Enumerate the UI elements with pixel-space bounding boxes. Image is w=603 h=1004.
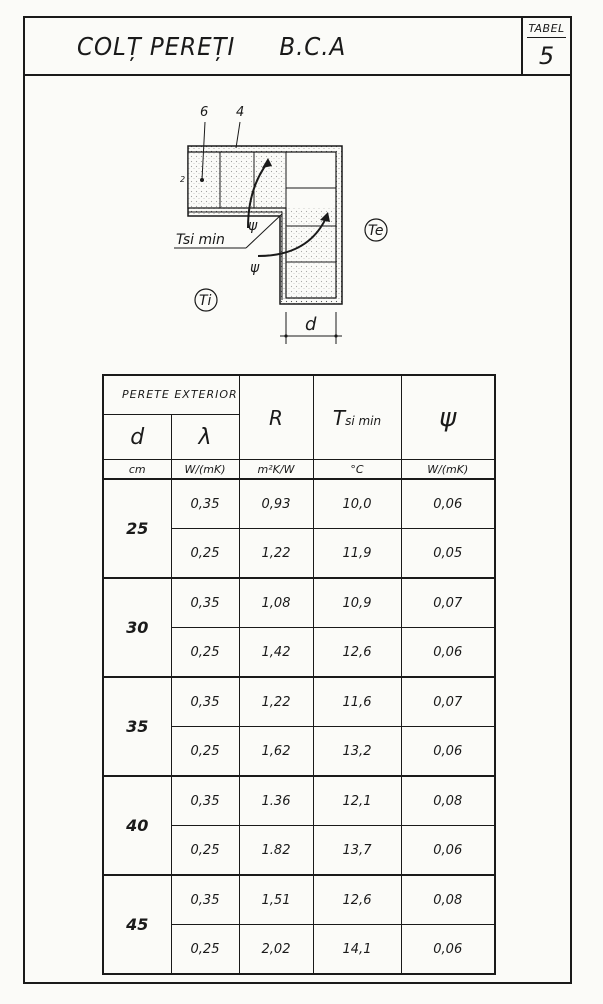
cell-tsi: 10,0 (313, 479, 401, 529)
cell-tsi: 12,6 (313, 875, 401, 925)
cell-r: 1,42 (239, 628, 313, 678)
cell-r: 1.36 (239, 776, 313, 826)
psi-label-2: ψ (250, 260, 260, 276)
header-d: d (103, 415, 171, 460)
label-2: 2 (180, 175, 186, 184)
header-tsi-sub: si min (345, 413, 382, 428)
title-part-2: B.C.A (279, 32, 347, 61)
label-6: 6 (200, 105, 209, 120)
cell-tsi: 12,1 (313, 776, 401, 826)
title-part-1: COLȚ PEREȚI (77, 32, 236, 61)
cell-psi: 0,06 (401, 727, 495, 777)
cell-psi: 0,08 (401, 875, 495, 925)
header-psi: ψ (401, 375, 495, 460)
table-row (103, 677, 495, 727)
cell-psi: 0,06 (401, 628, 495, 678)
cell-lambda: 0,35 (171, 578, 239, 628)
unit-d: cm (103, 460, 171, 480)
d-dimension-label: d (305, 314, 317, 335)
cell-r: 0,93 (239, 479, 313, 529)
cell-tsi: 11,6 (313, 677, 401, 727)
cell-tsi: 12,6 (313, 628, 401, 678)
label-4: 4 (236, 105, 245, 120)
thermal-data-table (102, 374, 496, 975)
header-tsi-t: T (332, 405, 346, 430)
cell-d: 25 (103, 479, 171, 578)
cell-d: 30 (103, 578, 171, 677)
cell-d: 45 (103, 875, 171, 974)
cell-psi: 0,06 (401, 479, 495, 529)
cell-psi: 0,06 (401, 925, 495, 975)
table-row (103, 479, 495, 529)
te-label: Te (368, 223, 384, 239)
unit-r: m²K/W (239, 460, 313, 480)
cell-lambda: 0,35 (171, 479, 239, 529)
cell-r: 1,62 (239, 727, 313, 777)
unit-lambda: W/(mK) (171, 460, 239, 480)
cell-r: 1,22 (239, 677, 313, 727)
tsi-min-label: Tsi min (176, 232, 225, 248)
header-r: R (239, 375, 313, 460)
cell-r: 1.82 (239, 826, 313, 876)
cell-r: 1,08 (239, 578, 313, 628)
cell-lambda: 0,25 (171, 628, 239, 678)
table-row (103, 875, 495, 925)
cell-tsi: 13,2 (313, 727, 401, 777)
cell-r: 1,51 (239, 875, 313, 925)
table-row (103, 776, 495, 826)
cell-psi: 0,06 (401, 826, 495, 876)
cell-tsi: 11,9 (313, 529, 401, 579)
cell-lambda: 0,35 (171, 776, 239, 826)
cell-r: 1,22 (239, 529, 313, 579)
unit-tsi: °C (313, 460, 401, 480)
header-perete-exterior: PERETE EXTERIOR (103, 375, 239, 415)
header-lambda: λ (171, 415, 239, 460)
page-title (77, 32, 346, 61)
cell-r: 2,02 (239, 925, 313, 975)
cell-lambda: 0,25 (171, 826, 239, 876)
cell-tsi: 14,1 (313, 925, 401, 975)
cell-psi: 0,07 (401, 677, 495, 727)
corner-detail-drawing (150, 100, 410, 350)
header-tsi-min (313, 375, 401, 460)
cell-lambda: 0,25 (171, 925, 239, 975)
cell-d: 35 (103, 677, 171, 776)
psi-label-1: ψ (248, 218, 258, 234)
cell-psi: 0,08 (401, 776, 495, 826)
wall-outline (188, 146, 342, 304)
cell-tsi: 10,9 (313, 578, 401, 628)
cell-psi: 0,05 (401, 529, 495, 579)
tabel-label: TABEL (523, 22, 570, 35)
title-block (25, 18, 570, 76)
cell-d: 40 (103, 776, 171, 875)
ti-label: Ti (199, 293, 212, 309)
tabel-number: 5 (538, 42, 555, 70)
cell-tsi: 13,7 (313, 826, 401, 876)
cell-lambda: 0,25 (171, 529, 239, 579)
cell-lambda: 0,25 (171, 727, 239, 777)
table-number-box (521, 16, 572, 76)
cell-lambda: 0,35 (171, 875, 239, 925)
unit-psi: W/(mK) (401, 460, 495, 480)
table-row (103, 578, 495, 628)
cell-lambda: 0,35 (171, 677, 239, 727)
cell-psi: 0,07 (401, 578, 495, 628)
